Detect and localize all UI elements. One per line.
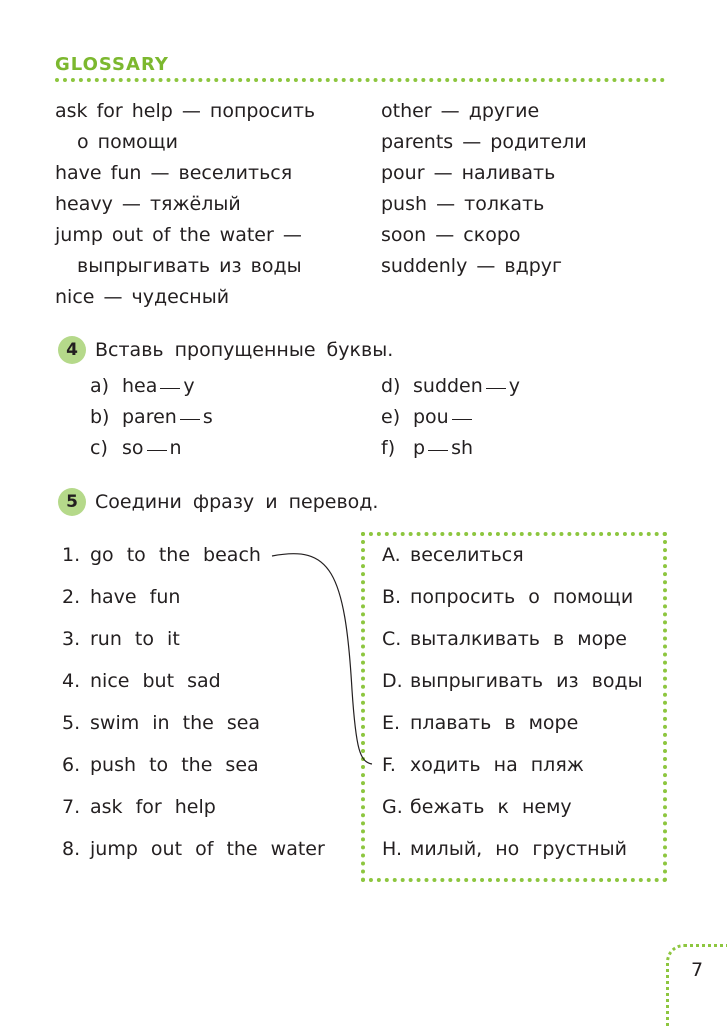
phrase-text: have fun — [90, 586, 181, 608]
glossary-entry: parents — родители — [381, 131, 587, 153]
word-end: s — [202, 406, 213, 428]
item-label: a) — [90, 375, 110, 397]
example-connector-line — [272, 554, 372, 764]
translation-letter: C. — [382, 628, 402, 650]
phrase-text: run to it — [90, 628, 180, 650]
page-number-tab — [666, 944, 727, 1027]
translation-letter: B. — [382, 586, 402, 608]
glossary-entry: pour — наливать — [381, 162, 556, 184]
exercise-instruction: Соедини фразу и перевод. — [95, 491, 379, 513]
phrase-text: nice but sad — [90, 670, 221, 692]
phrase-number: 1. — [62, 544, 81, 566]
translation-text: веселиться — [410, 544, 524, 566]
word-start: sudden — [413, 375, 483, 397]
exercise-number-badge: 5 — [58, 488, 86, 516]
glossary-entry: heavy — тяжёлый — [55, 193, 241, 215]
translation-letter: F. — [382, 754, 396, 776]
item-label: b) — [90, 406, 110, 428]
word-start: p — [413, 437, 426, 459]
glossary-entry: ask for help — попросить — [55, 100, 316, 122]
glossary-entry-continued: о помощи — [77, 131, 178, 153]
phrase-text: push to the sea — [90, 754, 259, 776]
phrase-number: 5. — [62, 712, 81, 734]
glossary-entry: soon — скоро — [381, 224, 521, 246]
item-label: d) — [381, 375, 401, 397]
phrase-number: 6. — [62, 754, 81, 776]
translation-letter: E. — [382, 712, 401, 734]
phrase-text: ask for help — [90, 796, 216, 818]
translation-letter: G. — [382, 796, 403, 818]
word-start: paren — [122, 406, 177, 428]
phrase-number: 3. — [62, 628, 81, 650]
translation-text: выпрыгивать из воды — [410, 670, 643, 692]
word-start: hea — [122, 375, 158, 397]
translation-letter: H. — [382, 838, 402, 860]
item-label: e) — [381, 406, 401, 428]
glossary-title: GLOSSARY — [55, 54, 169, 75]
translation-letter: D. — [382, 670, 403, 692]
word-end: sh — [451, 437, 474, 459]
translation-text: бежать к нему — [410, 796, 572, 818]
page-number: 7 — [691, 959, 704, 981]
item-label: f) — [381, 437, 396, 459]
word-end: y — [508, 375, 521, 397]
phrase-text: jump out of the water — [90, 838, 325, 860]
phrase-number: 7. — [62, 796, 81, 818]
translation-text: ходить на пляж — [410, 754, 584, 776]
translation-text: попросить о помощи — [410, 586, 634, 608]
word-start: so — [122, 437, 144, 459]
glossary-entry: nice — чудесный — [55, 286, 230, 308]
translation-text: выталкивать в море — [410, 628, 627, 650]
glossary-entry-continued: выпрыгивать из воды — [77, 255, 302, 277]
word-start: pou — [413, 406, 449, 428]
phrase-number: 4. — [62, 670, 81, 692]
glossary-entry: jump out of the water — — [55, 224, 302, 246]
exercise-number-badge: 4 — [58, 336, 86, 364]
item-label: c) — [90, 437, 108, 459]
translation-letter: A. — [382, 544, 401, 566]
phrase-text: swim in the sea — [90, 712, 261, 734]
phrase-number: 8. — [62, 838, 81, 860]
glossary-entry: push — толкать — [381, 193, 545, 215]
phrase-text: go to the beach — [90, 544, 261, 566]
exercise-instruction: Вставь пропущенные буквы. — [95, 339, 394, 361]
translation-text: милый, но грустный — [410, 838, 627, 860]
glossary-entry: other — другие — [381, 100, 540, 122]
phrase-number: 2. — [62, 586, 81, 608]
word-end: n — [169, 437, 182, 459]
glossary-entry: suddenly — вдруг — [381, 255, 563, 277]
glossary-entry: have fun — веселиться — [55, 162, 293, 184]
word-end: y — [183, 375, 195, 397]
translation-text: плавать в море — [410, 712, 579, 734]
